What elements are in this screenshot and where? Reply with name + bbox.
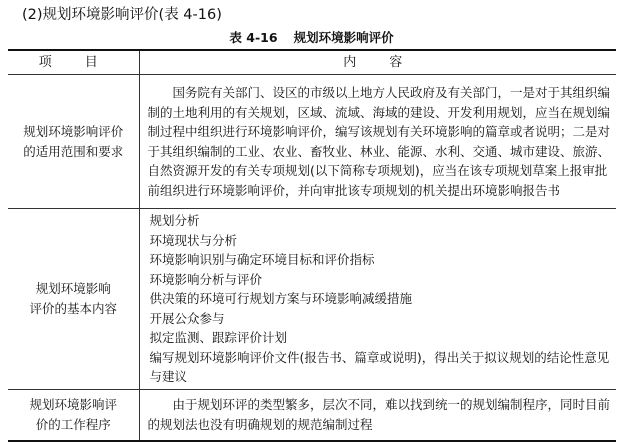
row-procedure-content bbox=[139, 389, 616, 441]
list-item: 供决策的环境可行规划方案与环境影响减缓措施 bbox=[149, 291, 413, 306]
row-procedure-text: 由于规划环评的类型繁多，层次不同，难以找到统一的规划编制程序，同时目前的规划法也没有明确规划的规范编制过程 bbox=[147, 397, 611, 432]
row-scope-item-line: 的适用范围和要求 bbox=[23, 143, 124, 159]
row-procedure-item-line: 价的工作程序 bbox=[35, 416, 111, 432]
content-list bbox=[148, 211, 613, 387]
row-scope-item-line: 规划环境影响评价 bbox=[23, 123, 124, 139]
list-item: 拟定监测、跟踪评价计划 bbox=[149, 330, 288, 345]
row-content-item-line: 规划环境影响 bbox=[35, 280, 111, 296]
list-item: 环境影响识别与确定环境目标和评价指标 bbox=[149, 252, 375, 267]
list-item: 环境现状与分析 bbox=[149, 232, 238, 248]
list-item: 环境影响分析与评价 bbox=[149, 271, 263, 287]
table-caption-number: 表 4-16 bbox=[229, 30, 278, 45]
table-header-row bbox=[8, 50, 616, 75]
row-scope-text: 国务院有关部门、设区的市级以上地方人民政府及有关部门，一是对于其组织编制的土地利用的有关规划，区域、流域、海域的建设、开发利用规划，应当在规划编制过程中组织进行环境影响评价，编写该规划有关环境影响的篇章或者说明；二是对于其组织编制的工业、农业、畜牧业、林业、能源、水利、交通、城市建设、旅游、自然资源开发的有关专项规划(以下简称专项规划)，应当在该专项规划草案上报审批前组织进行环境影响评价，并向审批该专项规划的机关提出环境影响报告书 bbox=[147, 85, 611, 198]
section-heading: (2)规划环境影响评价(表 4-16) bbox=[22, 7, 222, 23]
evaluation-table bbox=[8, 49, 616, 442]
row-procedure-item-line: 规划环境影响评 bbox=[29, 396, 117, 412]
row-content-item-line: 评价的基本内容 bbox=[29, 300, 117, 316]
row-scope-content bbox=[139, 75, 616, 209]
table-row-scope bbox=[8, 75, 616, 209]
row-scope-item bbox=[8, 75, 139, 209]
header-content: 内 容 bbox=[139, 50, 616, 75]
table-caption bbox=[0, 30, 623, 46]
table-caption-title: 规划环境影响评价 bbox=[293, 30, 394, 45]
table-row-content bbox=[8, 209, 616, 390]
list-item: 编写规划环境影响评价文件(报告书、篇章或说明)，得出关于拟议规划的结论性意见与建议 bbox=[149, 349, 610, 384]
row-procedure-item bbox=[8, 389, 139, 441]
row-content-content bbox=[139, 209, 616, 390]
list-item: 规划分析 bbox=[149, 213, 200, 228]
header-item: 项 目 bbox=[8, 50, 139, 75]
row-content-item bbox=[8, 209, 139, 390]
table-row-procedure bbox=[8, 389, 616, 441]
list-item: 开展公众参与 bbox=[149, 310, 225, 326]
